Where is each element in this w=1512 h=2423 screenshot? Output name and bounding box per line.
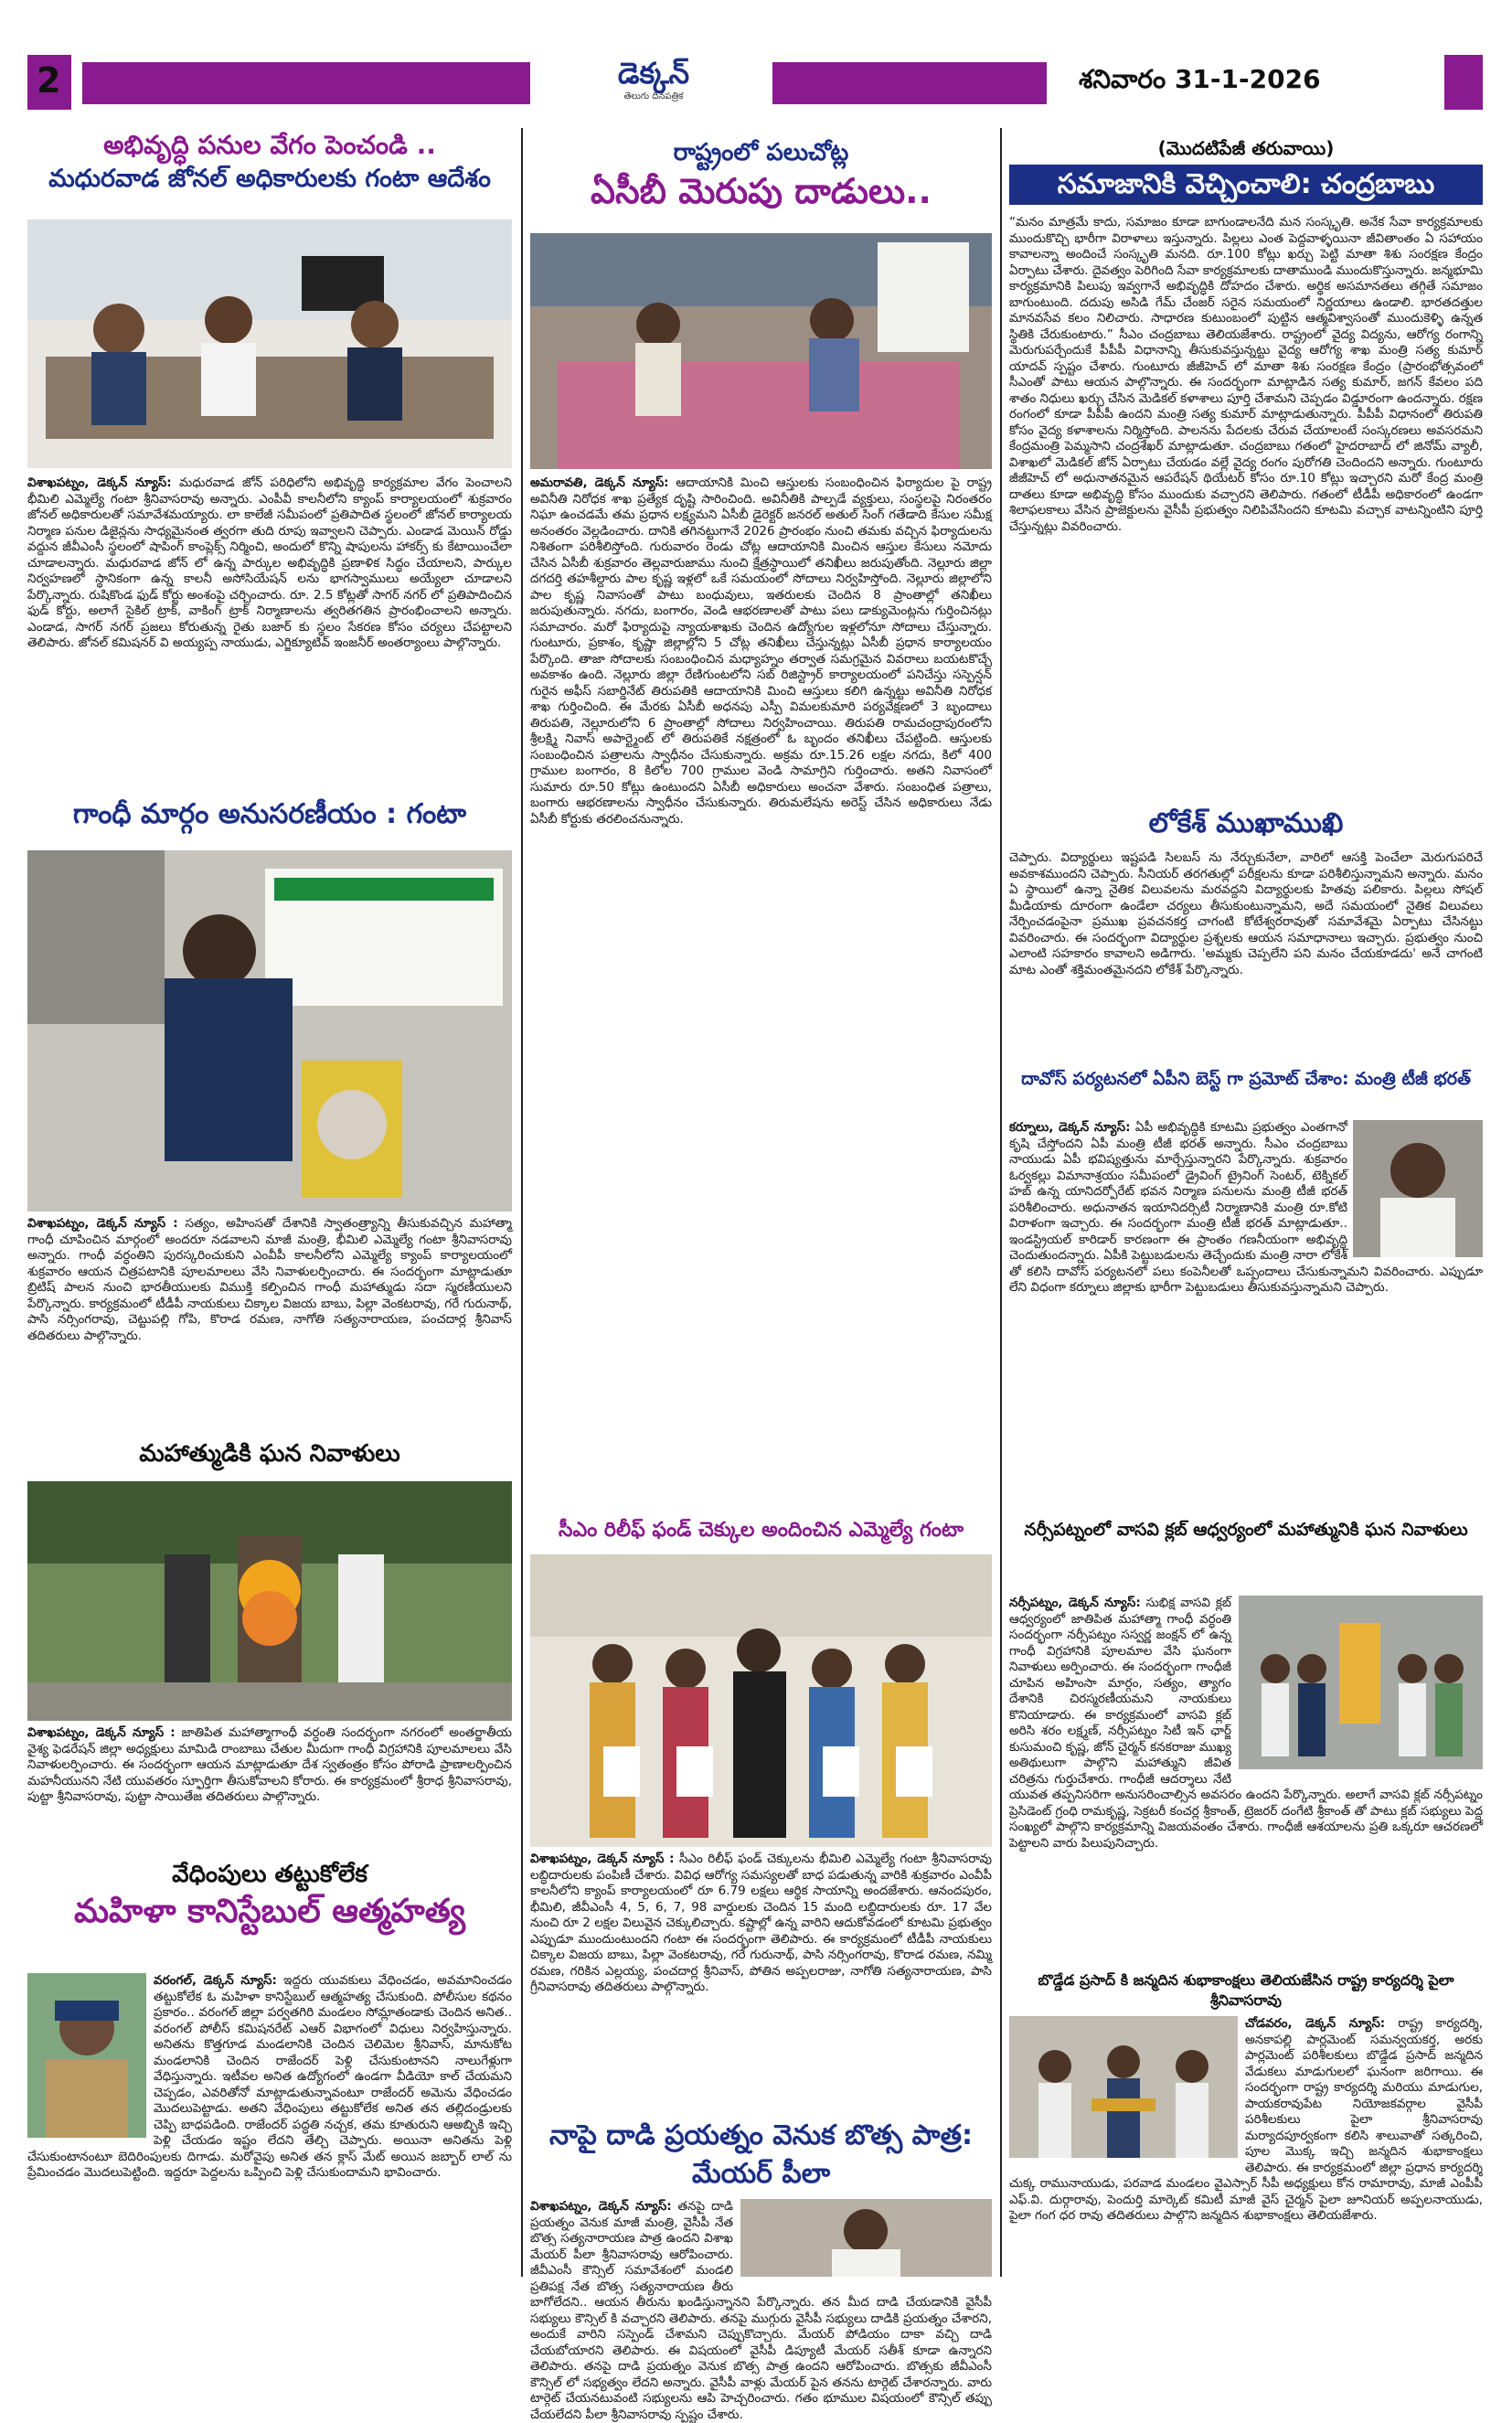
dateline: విశాఖపట్నం, డెక్కన్ న్యూస్ : (27, 1216, 178, 1231)
headline: దావోస్ పర్యటనలో ఏపీని బెస్ట్ గా ప్రమోట్ చేశాం: మంత్రి టీజీ భరత్ (1021, 1069, 1471, 1089)
story-chandrababu-body (1009, 215, 1483, 800)
story-vasavi-body (1009, 1596, 1483, 1966)
headline: ఏసీబీ మెరుపు దాడులు.. (590, 171, 932, 211)
dateline: విశాఖపట్నం, డెక్కన్ న్యూస్: (530, 2199, 672, 2214)
body: చెప్పారు. విద్యార్థులు ఇష్టపడి సిలబస్ ను నేర్చుకునేలా, వారిలో ఆసక్తి పెంచేలా మెరుగుపరిచే అవకాశముందని చెప్పారు. సీనియర్ తరగతుల్లో పరీక్షలను కూడా పరిశీలిస్తున్నామని అన్నారు. మనం ఏ స్థాయిలో ఉన్నా నైతిక విలువలను మరవద్దని విద్యార్థులకు హితవు పలికారు. పిల్లలు సోషల్ మీడియాకు దూరంగా ఉండేలా చర్యలు తీసుకుంటున్నామని, అదే సమయంలో నైతిక విలువలు నేర్పించడంపైనా ప్రముఖ ప్రవచనకర్త చాగంటి కోటేశ్వరరావుతో సమావేశమై ఏర్పాటు చేసినట్టు వివరించారు. ఈ సందర్భంగా విద్యార్థుల ప్రశ్నలకు ఆయన సమాధానాలు ఇచ్చారు. ప్రభుత్వం నుంచి ఎలాంటి సహకారం కావాలని అడిగారు. 'అమ్మకు చెప్పలేని పని మనం చేయకూడదు' అనే చాగంటి మాట ఎంతో శక్తిమంతమైనదని లోకేశ్ పేర్కొన్నారు. (1009, 850, 1483, 977)
paper-name: డెక్కన్ (617, 56, 690, 91)
story-boddeda-prasad (1009, 1970, 1483, 2011)
headline: సమాజానికి వెచ్చించాలి: చంద్రబాబు (1009, 165, 1483, 205)
photo-cm-relief-cheques (530, 1554, 992, 1847)
column-rule-2 (1000, 128, 1002, 2277)
kicker: వేధింపులు తట్టుకోలేక (172, 1861, 367, 1888)
headline: సీఎం రిలీఫ్ ఫండ్ చెక్కుల అందించిన ఎమ్మెల్యే గంటా (559, 1519, 964, 1542)
story-lokesh (1009, 805, 1483, 843)
dateline: విశాఖపట్నం, డెక్కన్ న్యూస్ : (27, 1725, 176, 1740)
dateline: వరంగల్, డెక్కన్ న్యూస్: (154, 1973, 277, 1988)
story-development-works (27, 128, 512, 196)
body: జాతిపిత మహాత్మాగాంధీ వర్ధంతి సందర్భంగా నగరంలో అంతర్జాతీయ వైశ్య ఫెడరేషన్ జిల్లా అధ్యక్షులు మామిడి రాంబాబు చేతుల మీదుగా గాంధీ విగ్రహానికి పూలమాలలు వేసి నివాళులర్పించారు. ఈ సందర్భంగా ఆయన మాట్లాడుతూ దేశ స్వతంత్రం కోసం పోరాడి ప్రాణాలర్పించిన మహనీయునని నేటి యువతరం స్ఫూర్తిగా తీసుకోవాలని కోరారు. ఈ కార్యక్రమంలో శ్రీరాధ శ్రీనివాసరావు, పుట్టా శ్రీనివాసరావు, పుట్టా సాయితేజ తదితరులు పాల్గొన్నారు. (27, 1725, 512, 1804)
story-tg-bharat-body (1009, 1120, 1483, 1490)
photo-meeting-office (27, 219, 512, 468)
dateline: అమరావతి, డెక్కన్ న్యూస్: (530, 475, 669, 490)
headline: లోకేశ్ ముఖాముఖి (1148, 807, 1344, 839)
dateline: నర్సీపట్నం, డెక్కన్ న్యూస్: (1009, 1596, 1141, 1610)
story-mahatma-body (27, 1725, 512, 1853)
headline-line1: అభివృద్ధి పనుల వేగం పెంచండి .. (103, 130, 436, 160)
story-chandrababu (1009, 135, 1483, 205)
body: మధురవాడ జోన్ పరిధిలోని అభివృద్ధి కార్యక్రమాల వేగం పెంచాలని భీమిలి ఎమ్మెల్యే గంటా శ్రీనివాసరావు అన్నారు. ఎంపీవీ కాలనీలోని క్యాంప్ కార్యాలయంలో శుక్రవారం జోనల్ అధికారులతో సమావేశమయ్యారు. లా కాలేజీ సమీపంలో ప్రతిపాదిత స్థలంలో జోనల్ కార్యాలయ నిర్మాణ పనుల డిజైన్లను సాధ్యమైనంత త్వరగా తుది రూపు ఇవ్వాలని చెప్పారు. ఎండాడ మెయిన్ రోడ్డు వద్దున జీవీఎంసీ స్థలంలో షాపింగ్ కాంప్లెక్స్ నిర్మించి, అందులో కొన్ని షాపులను హాకర్స్ కు కేటాయించేలా చూడాలన్నారు. మధురవాడ జోన్ లో ఉన్న పార్కుల అభివృద్ధికి ప్రణాళిక సిద్ధం చేయాలని, పార్కుల నిర్వహణలో స్థానికంగా ఉన్న కాలనీ అసోసియేషన్ లను భాగస్వాములు అయ్యేలా చూడాలని పేర్కొన్నారు. రుషికొండ ఫుడ్ కోర్టు అంశంపై చర్చించారు. రూ. 2.5 కోట్లతో సాగర్ నగర్ లో ప్రతిపాదించిన ఫుడ్ కోర్టు, అలాగే సైకిల్ ట్రాక్, వాకింగ్ ట్రాక్ నిర్మాణాలను త్వరితగతిన ప్రారంభించాలని అన్నారు. ఎండాడ, సాగర్ నగర్ ప్రజలు కోరుతున్న రైతు బజార్ కు స్థలం సేకరణ కోసం చర్యలు చేపట్టాలని తెలిపారు. జోనల్ కమిషనర్ వి అయ్యప్ప నాయుడు, ఎగ్జిక్యూటివ్ ఇంజనీర్ అంతర్యాంలు పాల్గొన్నారు. (27, 475, 512, 650)
story-gandhi-body (27, 1216, 512, 1431)
body: ఇద్దరు యువకులు వేధించడం, అవమానించడం తట్టుకోలేక ఓ మహిళా కానిస్టేబుల్ ఆత్మహత్య చేసుకుంది. పోలీసుల కథనం ప్రకారం.. వరంగల్ జిల్లా పర్వతగిరి మండలం సోమ్లాతండాకు చెందిన అనిత.. వరంగల్ పోలీస్ కమిషనరేట్ ఎఆర్ విభాగంలో విధులు నిర్వహిస్తున్నారు. అనితను కొత్తగూడ మండలానికి చెందిన చెలిమెల శ్రీనివాస్, మానుకోట మండలానికి చెందిన రాజేందర్ పెళ్లి చేసుకుంటానని నాలుగేళ్లుగా వేధిస్తున్నారు. ఇటీవల అనిత ఉద్యోగంలో ఉండగా వీడియో కాల్ చేయమని చెప్పడం, ఎవరితోనో మాట్లాడుతున్నావంటూ రాజేందర్ అమెను వేధించడం మొదలుపెట్టాడు. అతని వేధింపులు తట్టుకోలేక అనిత తన తల్లిదండ్రులకు చెప్పి బాధపడింది. రాజేందర్ పద్ధతి నచ్చక, తమ కూతురుని ఆఅబ్బికి ఇచ్చి పెళ్లి చేయడం ఇష్టం లేదని తేల్చి చెప్పారు. అయినా అనితను పెళ్లి చేసుకుంటానంటూ బెదిరింపులకు దిగాడు. మరోవైపు అనిత తన క్లాస్ మేట్ అయిన జబ్బార్ లాల్ ను ప్రేమించడం మొదలుపెట్టింది. ఇద్దరూ పెద్దలను ఒప్పించి పెళ్లి చేసుకుందామని భావించారు. (27, 1973, 512, 2180)
body: సీఎం రిలీఫ్ ఫండ్ చెక్కులను భీమిలి ఎమ్మెల్యే గంటా శ్రీనివాసరావు లబ్ధిదారులకు పంపిణీ చేశారు. వివిధ ఆరోగ్య సమస్యలతో బాధ పడుతున్న వారికి శుక్రవారం ఎంవీపీ కాలనీలోని క్యాంప్ కార్యాలయంలో రూ 6.79 లక్షలు ఆర్థిక సాయాన్ని అందజేశారు. ఆనందపురం, భీమిలి, జీవీఎంసీ 4, 5, 6, 7, 98 వార్డులకు చెందిన 15 మంది లబ్ధిదారులకు రూ. 17 వేల నుంచి రూ 2 లక్షల విలువైన చెక్కులిచ్చారు. కష్టాల్లో ఉన్న వారిని ఆదుకోవడంలో కూటమి ప్రభుత్వం ఎప్పుడూ ముందుంటుందని గంటా ఈ సందర్భంగా తెలిపారు. ఈ కార్యక్రమంలో టీడీపీ నాయకులు చిక్కాల విజయ బాబు, పిల్లా వెంకటరావు, గరే గురునాథ్, పాసి నర్సింగరావు, కొరాడ రమణ, నమ్మి రమణ, గరికిన ఎల్లయ్య, పంచదార్ల శ్రీనివాస్, పోతిన అప్పలరాజు, నాగోతి సత్యనారాయణ, పాసి గ్రీనివాసరావు తదితరులు పాల్గొన్నారు. (530, 1852, 992, 1994)
photo-acb-raid (530, 233, 992, 469)
body: రాష్ట్ర కార్యదర్శి, అనకాపల్లి పార్లమెంట్ సమన్వయకర్త, అరకు పార్లమెంట్ పరిశీలకులు బొడ్డేడ ప్రసాద్ జన్మదిన వేడుకలు మాడుగులలో ఘనంగా జరిగాయి. ఈ సందర్భంగా రాష్ట్ర కార్యదర్శి మరియు మాడుగుల, పాయకరావుపేట నియోజకవర్గాల వైసీపీ పరిశీలకులు పైలా శ్రీనివాసరావు మర్యాదపూర్వకంగా కలిసి శాలువాతో సత్కరించి, పూల మొక్క ఇచ్చి జన్మదిన శుభాకాంక్షలు తెలిపారు. ఈ కార్యక్రమంలో జిల్లా ప్రధాన కార్యదర్శి చుక్క రామునాయుడు, పరవాడ మండలం వైఎస్సార్ సీపీ అధ్యక్షులు కోన రామారావు, మాజీ ఎంపీపీ ఎఫ్.వి. దుర్గారావు, పెందుర్తి మార్కెట్ కమిటీ మాజీ వైస్ చైర్మన్ పైలా జూనియర్ అప్పలనాయుడు, పైలా గంగ ధర రావు తదితరులు పాల్గొని జన్మదిన శుభాకాంక్షలు తెలియజేశారు. (1009, 2016, 1483, 2223)
story-acb-body (530, 475, 992, 1509)
story-acb-raids (530, 137, 992, 214)
photo-gandhi-statue (27, 1481, 512, 1721)
headline: బొడ్డేడ ప్రసాద్ కి జన్మదిన శుభాకాంక్షలు తెలియజేసిన రాష్ట్ర కార్యదర్శి పైలా శ్రీనివాసరావు (1038, 1971, 1454, 2009)
story-mayor-peela (530, 2117, 992, 2194)
body: సత్యం, అహింసతో దేశానికి స్వాతంత్ర్యాన్ని తీసుకువచ్చిన మహాత్మా గాంధీ చూపించిన మార్గంలో అందరూ నడవాలని మాజీ మంత్రి, భీమిలి ఎమ్మెల్యే గంటా శ్రీనివాసరావు అన్నారు. గాంధీ వర్ధంతిని పురస్కరించుకుని ఎంవీపీ కాలనీలోని ఎమ్మెల్యే క్యాంప్ కార్యాలయంలో శుక్రవారం ఆయన చిత్రపటానికి పూలమాలలు వేసి నివాళులర్పించారు. ఈ సందర్భంగా మాట్లాడుతూ బ్రిటిష్ పాలన నుంచి భారతీయులకు విముక్తి కల్పించిన గాంధీ మహాత్ముడు సదా స్మరణీయులని పేర్కొన్నారు. కార్యక్రమంలో టీడీపీ నాయకులు చిక్కాల విజయ బాబు, పిల్లా వెంకటరావు, గరే గురునాథ్, పాసి నర్సింగరావు, చెట్టుపల్లి గోపి, కొరాడ రమణ, నాగోతి సత్యనారాయణ, పంచదార్ల శ్రీనివాస్ తదితరులు పాల్గొన్నారు. (27, 1216, 512, 1343)
headline-line2: మధురవాడ జోనల్ అధికారులకు గంటా ఆదేశం (48, 165, 491, 193)
headline: నర్సీపట్నంలో వాసవి క్లబ్ ఆధ్వర్యంలో మహాత్మునికి ఘన నివాళులు (1024, 1520, 1468, 1540)
paper-tagline: తెలుగు దినపత్రిక (623, 91, 684, 101)
body: ఆదాయానికి మించి ఆస్తులకు సంబంధించిన ఫిర్యాదుల పై రాష్ట్ర అవినీతి నిరోధక శాఖ ప్రత్యేక దృష్టి సారించింది. అవినీతికి పాల్పడే వ్యక్తులు, సంస్థలపై నిరంతరం నిఘా ఉంచడమే తమ ప్రధాన లక్ష్యమని ఏసీబీ డైరెక్టర్ జనరల్ అతుల్ సింగ్ గతేడాది కేసుల సమీక్ష అనంతరం వెల్లడించారు. దానికి తగినట్టుగానే 2026 ప్రారంభం నుంచి తమకు వచ్చిన ఫిర్యాదులను నిశితంగా పరిశీలిస్తోంది. గురువారం రెండు చోట్ల ఆదాయానికి మించిన ఆస్తుల కేసులు నమోదు చేసిన ఏసీబీ శుక్రవారం తెల్లవారుజాము నుంచి క్షేత్రస్థాయిలో తనిఖీలు జరుపుతోంది. నెల్లూరు జిల్లా దగదర్తి తహశీల్దారు పాల కృష్ణ ఇళ్లలో ఒకే సమయంలో సోదాలు నిర్వహిస్తోంది. నెల్లూరు జిల్లాలోని పాల కృష్ణ నివాసంతో పాటు బంధువులు, ఇతరులకు చెందిన 8 ప్రాంతాల్లో తనిఖీలు జరుపుతున్నారు. నగదు, బంగారం, వెండి ఆభరణాలతో పాటు పలు డాక్యుమెంట్లను గుర్తించినట్లు సమాచారం. మరో ఫిర్యాదుపై న్యాయశాఖకు చెందిన ఉద్యోగుల ఇళ్లలోనూ సోదాలు చేస్తున్నారు. గుంటూరు, ప్రకాశం, కృష్ణా జిల్లాల్లోని 5 చోట్ల తనిఖీలు చేస్తున్నట్లు ఏసీబీ ప్రధాన కార్యాలయం పేర్కొంది. తాజా సోదాలకు సంబంధించిన మధ్యాహ్నం తర్వాత సమగ్రమైన వివరాలు బయటకొచ్చే అవకాశం ఉంది. నెల్లూరు జిల్లా రేణిగుంటలోని సబ్ రిజిస్ట్రార్ కార్యాలయంలో పనిచేస్తు సస్పెన్షన్ గురైన అఫీస్ సబార్డినేట్ తిరుపతికి ఆదాయానికి మించి ఆస్తులు కలిగి ఉన్నట్టు అవినీతి నిరోధక శాఖ గుర్తించింది. ఈ మేరకు ఏసీబీ అధనపు ఎస్పీ విమలకుమారి పర్యవేక్షణలో 3 బృందాలు తిరుపతి, నెల్లూరులోని 6 ప్రాంతాల్లో సోదాలు నిర్వహించాయి. తిరుపతి రామచంద్రాపురంలోని శ్రీలక్ష్మి నివాస్ అపార్ట్మెంట్ లో తిరుపతికే నక్షత్రంలో ఓ బృందం తనిఖీలు చేపట్టింది. ఆస్తులకు సంబంధించిన పత్రాలను స్వాధీనం చేసుకున్నారు. అక్రమ రూ.15.26 లక్షల నగదు, కిలో 400 గ్రాముల బంగారం, 8 కిలోల 700 గ్రాముల వెండి సామాగ్రిని గుర్తించారు. అతని నివాసంలో సుమారు రూ.50 కోట్లు ఉంటుందని ఏసీబీ అధికారులు అంచనా వేశారు. సంబంధిత పత్రాలు, బంగారు ఆభరణాలను స్వాధీనం చేసుకున్నారు. తిరుమలేషను అరెస్ట్ చేసిన అధికారులు నేడు ఏసీబీ కోర్టుకు తరలించనున్నారు. (530, 475, 992, 827)
masthead-bar-mid (772, 62, 1047, 104)
dateline: విశాఖపట్నం, డెక్కన్ న్యూస్ : (530, 1852, 675, 1866)
story-constable-suicide (27, 1859, 512, 1934)
story-cm-relief (530, 1516, 992, 1545)
headline: మహిళా కానిస్టేబుల్ ఆత్మహత్య (73, 1893, 466, 1930)
story-vasavi-club (1009, 1518, 1483, 1542)
headline: మహాత్ముడికి ఘన నివాళులు (139, 1440, 400, 1468)
body: ఏపీ అభివృద్ధికి కూటమి ప్రభుత్వం ఎంతగానో కృషి చేస్తోందని ఏపీ మంత్రి టీజీ భరత్ అన్నారు. సీఎం చంద్రబాబు నాయుడు ఏపీ భవిష్యత్తును మార్చేస్తున్నారని పేర్కొన్నారు. శుక్రవారం ఓర్వకల్లు విమానాశ్రయం సమీపంలో డ్రైవింగ్ ట్రైనింగ్ సెంటర్, టెక్నికల్ హబ్ ఉన్న యానిదర్పోరేట్ భవన నిర్మాణ పనులను మంత్రి టీజీ భరత్ పరిశీలించారు. అధునాతన ఇయానిదర్సిటీ నిర్మాణానికి మంత్రి రూ.కోటి విరాళంగా ఇచ్చారు. ఈ సందర్భంగా మంత్రి టీజీ భరత్ మాట్లాడుతూ.. ఇండస్ట్రియల్ కారిడార్ కారణంగా ఈ ప్రాంతం గణనీయంగా అభివృద్ధి చెందుతుందన్నారు. ఏపీకి పెట్టుబడులను తెచ్చేందుకు మంత్రి నారా లోకేశ్ తో కలిసి దావోస్ పర్యటనలో పలు కంపెనీలతో ఒప్పందాలు చేసుకున్నామని వివరించారు. ఎప్పుడూ లేని విధంగా కర్నూలు జిల్లాకు భారీగా పెట్టుబడులు తీసుకువస్తున్నామని చెప్పారు. (1009, 1120, 1483, 1295)
masthead-bar-left (82, 62, 530, 104)
body: “మనం మాత్రమే కాదు, సమాజం కూడా బాగుండాలనేది మన సంస్కృతి. అనేక సేవా కార్యక్రమాలకు ముందుకొచ్చి భారీగా విరాళాలు ఇస్తున్నారు. పిల్లలు ఎంత పెద్దవాళ్ళయినా జీవితాంతం ఏ సహాయం కావాలన్నా అందించే సంస్కృతి మనది. రూ.100 కోట్లు ఖర్చు పెట్టి మాతా శిశు సంరక్షణ కేంద్రం ఏర్పాటు చేశారు. దైవత్వం పెరిగింది సేవా కార్యక్రమాలకు దాతాముండి ముందుకొస్తున్నారు. జన్మభూమి కార్యక్రమానికి పిలుపు ఇవ్వగానే అభివృద్ధికి దోహదం చేశారు. అర్థిక అసమానతలు తగ్గితే సమాజం బాగుంటుంది. దదుపు అసిడి గేమ్ చేంజర్ సరైన సమయంలో నిర్ణయాలు ఉండాలి. భారతదత్తుల మానవసేవ కలం నిలిచారు. సాధారణ కుటుంబంలో పుట్టిన ఆత్మవిశ్వాసంతో ముందుకెళ్ళి ఉన్నత స్థితికి చేరుకుంటారు.” సీఎం చంద్రబాబు తెలియజేశారు. రాష్ట్రంలో వైద్య విద్యను, ఆరోగ్య రంగాన్ని మెరుగుపర్చేందుకే పీపీపీ విధానాన్ని తీసుకువస్తున్నట్టు వైద్య ఆరోగ్య శాఖ మంత్రి సత్య కుమార్ యాదవ్ స్పష్టం చేశారు. గుంటూరు జీజీహెచ్ లో మాతా శిశు సంరక్షణ కేంద్రం (ప్రారంభోత్సవంలో సీఎంతో పాటు ఆయన పాల్గొన్నారు. ఈ సందర్భంగా మాట్లాడిన సత్య కుమార్, జగన్ కేవలం పది శాతం నిధులు ఖర్చు చేసిన మెడికల్ కళాశాలు పూర్తి చేశామని చెప్పడం విడ్డూరంగా ఉందన్నారు. రక్షణ రంగంలో కూడా పీపీపీ ఉందని మంత్రి సత్య కుమార్ మాట్లాడుతున్నారు. పీపీపీ విధానంలో తిరుపతి కోసం వైద్య కళాశాలను నిర్మిస్తోంది. పాలనను పేదలకు చేరువ చేయాలంటే సంస్కరణలు అవసరమని కేంద్రమంత్రి పెమ్మసాని చంద్రశేఖర్ మాట్లాడుతూ. చంద్రబాబు గతంలో హైదరాబాద్ లో జినోమ్ వ్యాలీ, విశాఖలో మెడికల్ జోన్ ఏర్పాటు చేయడం వల్లే వైద్య రంగం పురోగతి చెందిందని అన్నారు. గుంటూరు జీజీహెచ్ లో అధునాతనమైన ఆపరేషన్ థియేటర్ కోసం రూ.10 కోట్లు ఇచ్చారని మరో కేంద్ర మంత్రి దాతలు కూడా అభివృద్ధి కోసం ముందుకు వచ్చారని తెలిపారు. గతంలో టీడీపీ అధికారంలో ఉండగా శిలాఫలకాలు వేసిన ప్రాజెక్టులను వైసీపీ ప్రభుత్వం నిలిపివేసిందని కూటమి వచ్చాక వాటన్నింటిని పూర్తి చేస్తున్నట్లు వివరించారు. (1009, 215, 1483, 534)
kicker: రాష్ట్రంలో పలుచోట్ల (673, 139, 849, 166)
headline: నాపై దాడి ప్రయత్నం వెనుక బొత్స పాత్ర: మేయర్ పీలా (549, 2119, 973, 2190)
column-rule-1 (521, 128, 523, 2277)
masthead (27, 55, 1483, 110)
story-lokesh-body (1009, 850, 1483, 1061)
continued-label: (మొదటిపేజీ తరువాయి) (1157, 137, 1335, 159)
story-development-body (27, 475, 512, 750)
photo-gandhi-tribute (27, 850, 512, 1212)
headline: గాంధీ మార్గం అనుసరణీయం : గంటా (72, 798, 467, 830)
page-number: 2 (37, 60, 61, 101)
story-mayor-body (530, 2199, 992, 2422)
story-cm-relief-body (530, 1852, 992, 2112)
masthead-date: శనివారం 31-1-2026 (1079, 64, 1321, 94)
story-boddeda-body (1009, 2016, 1483, 2281)
dateline: కర్నూలు, డెక్కన్ న్యూస్: (1009, 1120, 1131, 1135)
masthead-logo (544, 55, 763, 110)
story-mahatma-tribute (27, 1437, 512, 1470)
story-gandhi-path (27, 795, 512, 834)
story-constable-body (27, 1973, 512, 2279)
dateline: విశాఖపట్నం, డెక్కన్ న్యూస్: (27, 475, 172, 490)
body: సుభిక్ష వాసవి క్లబ్ ఆధ్వర్యంలో జాతిపిత మహాత్మా గాంధీ వర్ధంతి సందర్భంగా నర్సీపట్నం సస్వర్ణ జంక్షన్ లో ఉన్న గాంధీ విగ్రహానికి పూలమాల వేసి ఘనంగా నివాళులు అర్పించారు. ఈ సందర్భంగా గాంధీజీ చూపిన అహింసా మార్గం, సత్యం, త్యాగం దేశానికి చిరస్మరణీయమని నాయకులు కొనియాడారు. ఈ కార్యక్రమంలో వాసవి క్లబ్ అరిసి శరం లక్ష్మణ్, నర్సీపట్నం సిటీ ఇన్ ఛార్జ్ కుసుమంచి కృష్ణ, జోన్ చైర్మన్ కనకరాజు ముఖ్య అతిథులుగా పాల్గొని మహాత్ముని జీవిత చరిత్రను గుర్తుచేశారు. గాంధీజీ ఆదర్శాలు నేటి యువత తప్పనిసరిగా అనుసరించాల్సిన అవసరం ఉందని పేర్కొన్నారు. అలాగే వాసవి క్లబ్ నర్సీపట్నం ప్రెసిడెంట్ గ్రంధి రామకృష్ణ, సెక్రటరీ కంచర్ల శ్రీకాంత్, ట్రెజరర్ దంగేటి శ్రీకాంత్ తో పాటు క్లబ్ సభ్యులు పెద్ద సంఖ్యలో పాల్గొని కార్యక్రమాన్ని విజయవంతం చేశారు. గాంధీజీ ఆశయాలను ప్రతి ఒక్కరూ ఆచరణలో పెట్టాలని వారు పిలుపునిచ్చారు. (1009, 1596, 1483, 1851)
body: తనపై దాడి ప్రయత్నం వెనుక మాజీ మంత్రి, వైసీపీ నేత బొత్స సత్యనారాయణ పాత్ర ఉందని విశాఖ మేయర్ పీలా శ్రీనివాసరావు ఆరోపించారు. జీవీఎంసీ కౌన్సిల్ సమావేశంలో మండలి ప్రతిపక్ష నేత బొత్స సత్యనారాయణ తీరు బాగోలేదని.. ఆయన తీరును ఖండిస్తున్నానని పేర్కొన్నారు. తన మీద దాడి చేయడానికి వైసీపీ సభ్యులు కౌన్సిల్ కి వచ్చారని తెలిపారు. తనపై ముగ్గురు వైసీపీ సభ్యులు దాడికి ప్రయత్నం చేశారని, అందుకే వారిని సస్పెండ్ చేశామని చెప్పుకొచ్చారు. మేయర్ పోడియం దాకా వచ్చి దాడి చేయబోయారని తెలిపారు. ఈ విషయంలో వైసీపీ డిప్యూటీ మేయర్ సతీశ్ కూడా ఉన్నారని తెలిపారు. తనపై దాడి ప్రయత్నం వెనుక బొత్స పాత్ర ఉందని ఆరోపించారు. బొత్సకు జీవీఎంసీ కౌన్సిల్ లో సభ్యత్వం లేదని అన్నారు. వైసీపీ వాళ్లు మేయర్ పైన తనను టార్గెట్ చేశారన్నారు. వారు టార్గెట్ చేయనటువంటి సభ్యులను ఆపి హెచ్చరించారు. గతం భూముల విషయంలో కౌన్సిల్ తప్పు చేయలేదని పీలా శ్రీనివాసరావు స్పష్టం చేశారు. (530, 2199, 992, 2422)
masthead-bar-right (1444, 55, 1483, 110)
dateline: చోడవరం, డెక్కన్ న్యూస్: (1245, 2016, 1386, 2031)
story-tg-bharat (1009, 1065, 1483, 1093)
